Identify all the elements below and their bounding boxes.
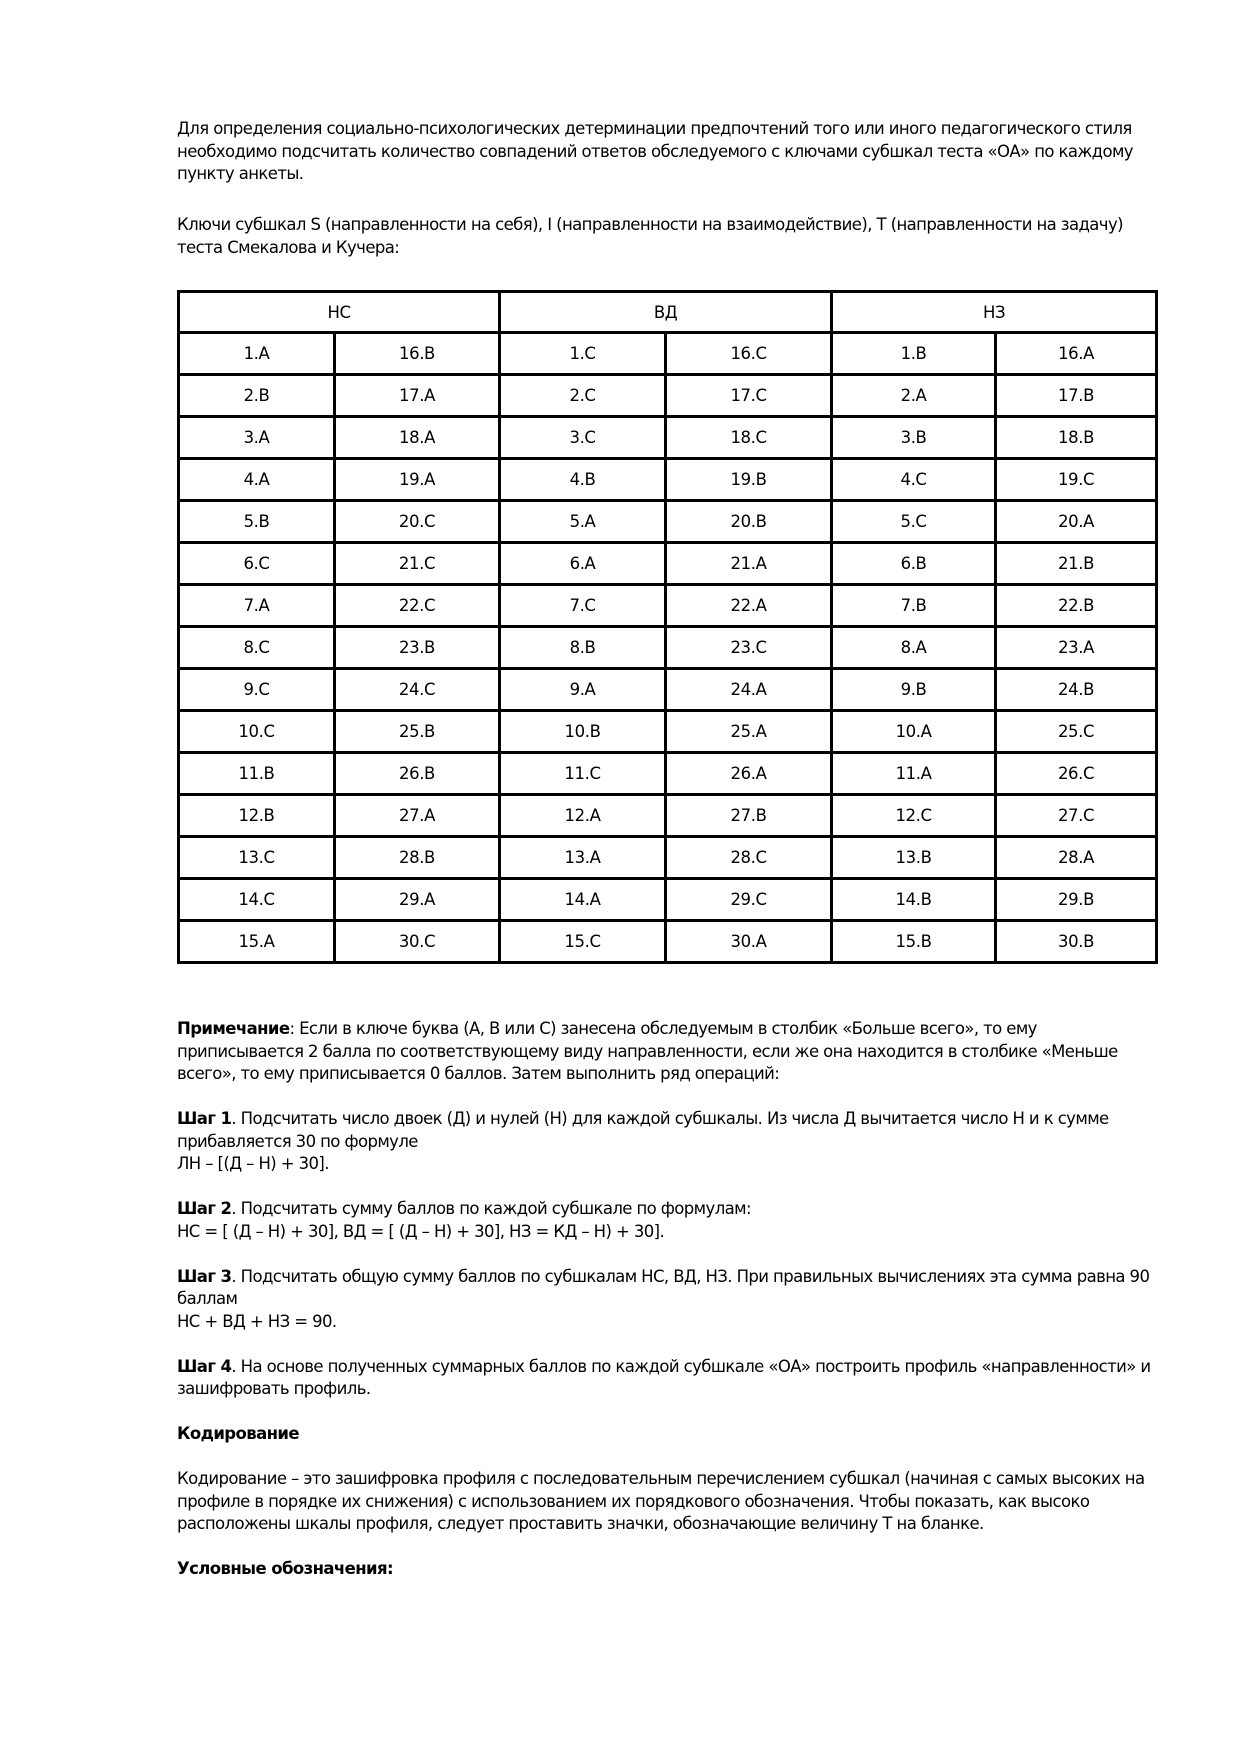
step-1-label: Шаг 1	[177, 1109, 232, 1128]
table-cell: 29.C	[666, 879, 832, 921]
legend-heading: Условные обозначения:	[177, 1559, 394, 1578]
table-row	[179, 375, 1157, 417]
table-cell: 10.C	[179, 711, 335, 753]
table-cell: 30.C	[335, 921, 500, 963]
step-1-block	[177, 1108, 1162, 1176]
table-row	[179, 459, 1157, 501]
table-cell: 22.B	[996, 585, 1157, 627]
table-cell: 9.B	[832, 669, 996, 711]
table-cell: 22.A	[666, 585, 832, 627]
step-4-label: Шаг 4	[177, 1356, 232, 1376]
intro-paragraph: Для определения социально-психологических детерминации предпочтений того или иного педагогического стиля необходимо подсчитать количество совпадений ответов обследуемого с ключами субшкал теста «ОА» по каждому пункту анкеты.	[177, 119, 1133, 183]
coding-block	[177, 1468, 1162, 1536]
step-1-text: . Подсчитать число двоек (Д) и нулей (Н) для каждой субшкалы. Из числа Д вычитается число Н и к сумме прибавляется 30 по формуле	[177, 1109, 1109, 1151]
table-cell: 1.A	[179, 333, 335, 375]
table-row	[179, 669, 1157, 711]
table-cell: 20.B	[666, 501, 832, 543]
table-cell: 21.C	[335, 543, 500, 585]
table-cell: 16.C	[666, 333, 832, 375]
table-cell: 17.C	[666, 375, 832, 417]
table-cell: 16.A	[996, 333, 1157, 375]
table-cell: 24.B	[996, 669, 1157, 711]
table-cell: 18.B	[996, 417, 1157, 459]
table-cell: 11.C	[500, 753, 666, 795]
step-4-text: . На основе полученных суммарных баллов по каждой субшкале «ОА» построить профиль «направленности» и зашифровать профиль.	[177, 1356, 1151, 1398]
table-cell: 9.C	[179, 669, 335, 711]
table-cell: 26.C	[996, 753, 1157, 795]
table-cell: 15.C	[500, 921, 666, 963]
table-cell: 4.C	[832, 459, 996, 501]
table-cell: 6.C	[179, 543, 335, 585]
table-cell: 10.A	[832, 711, 996, 753]
step-3-label: Шаг 3	[177, 1266, 232, 1286]
note-label: Примечание	[177, 1019, 290, 1038]
table-cell: 24.C	[335, 669, 500, 711]
table-cell: 19.A	[335, 459, 500, 501]
table-cell: 3.B	[832, 417, 996, 459]
table-cell: 14.A	[500, 879, 666, 921]
table-cell: 7.B	[832, 585, 996, 627]
step-3-text: . Подсчитать общую сумму баллов по субшкалам НС, ВД, НЗ. При правильных вычислениях эта сумма равна 90 баллам	[177, 1266, 1150, 1308]
table-cell: 30.A	[666, 921, 832, 963]
table-cell: 5.B	[179, 501, 335, 543]
table-cell: 9.A	[500, 669, 666, 711]
table-cell: 5.A	[500, 501, 666, 543]
table-cell: 7.C	[500, 585, 666, 627]
table-cell: 1.B	[832, 333, 996, 375]
table-cell: 21.B	[996, 543, 1157, 585]
step-4-paragraph	[177, 1356, 1162, 1401]
step-3-block	[177, 1266, 1162, 1334]
keys-intro-section	[177, 214, 1162, 259]
table-cell: 13.A	[500, 837, 666, 879]
table-cell: 13.C	[179, 837, 335, 879]
table-cell: 15.B	[832, 921, 996, 963]
table-cell: 16.B	[335, 333, 500, 375]
coding-heading-block	[177, 1423, 1162, 1446]
table-cell: 14.C	[179, 879, 335, 921]
table-body	[179, 333, 1157, 963]
table-cell: 29.B	[996, 879, 1157, 921]
table-cell: 23.A	[996, 627, 1157, 669]
table-row	[179, 333, 1157, 375]
step-2-label: Шаг 2	[177, 1199, 232, 1218]
table-cell: 2.C	[500, 375, 666, 417]
table-cell: 18.C	[666, 417, 832, 459]
instructions-section	[177, 1018, 1162, 1603]
table-cell: 27.C	[996, 795, 1157, 837]
header-ns: НС	[179, 292, 500, 333]
table-cell: 27.A	[335, 795, 500, 837]
table-row	[179, 501, 1157, 543]
table-header-row	[179, 292, 1157, 333]
table-cell: 4.B	[500, 459, 666, 501]
note-text: : Если в ключе буква (А, В или С) занесена обследуемым в столбик «Больше всего», то ему приписывается 2 балла по соответствующему виду направленности, если же она находится в столбике «Меньше всего», то ему приписывается 0 баллов. Затем выполнить ряд операций:	[177, 1019, 1118, 1083]
table-row	[179, 543, 1157, 585]
table-row	[179, 753, 1157, 795]
table-row	[179, 711, 1157, 753]
header-vd: ВД	[500, 292, 832, 333]
table-row	[179, 417, 1157, 459]
table-cell: 13.B	[832, 837, 996, 879]
table-cell: 26.B	[335, 753, 500, 795]
table-cell: 25.C	[996, 711, 1157, 753]
table-cell: 17.B	[996, 375, 1157, 417]
table-cell: 25.B	[335, 711, 500, 753]
table-cell: 11.B	[179, 753, 335, 795]
table-cell: 26.A	[666, 753, 832, 795]
table-cell: 30.B	[996, 921, 1157, 963]
table-cell: 20.C	[335, 501, 500, 543]
table-cell: 28.C	[666, 837, 832, 879]
table-cell: 10.B	[500, 711, 666, 753]
table-cell: 24.A	[666, 669, 832, 711]
table-row	[179, 795, 1157, 837]
intro-section	[177, 118, 1162, 186]
keys-intro-paragraph: Ключи субшкал S (направленности на себя), I (направленности на взаимодействие), T (направленности на задачу) теста Смекалова и Кучера:	[177, 215, 1123, 257]
table-row	[179, 879, 1157, 921]
table-cell: 2.A	[832, 375, 996, 417]
table-cell: 1.C	[500, 333, 666, 375]
step-3-paragraph	[177, 1266, 1162, 1311]
step-2-paragraph	[177, 1198, 1162, 1221]
step-3-formula: НС + ВД + НЗ = 90.	[177, 1311, 337, 1331]
note-paragraph	[177, 1018, 1162, 1086]
table-cell: 29.A	[335, 879, 500, 921]
table-cell: 6.A	[500, 543, 666, 585]
table-cell: 7.A	[179, 585, 335, 627]
table-cell: 23.C	[666, 627, 832, 669]
table-cell: 19.B	[666, 459, 832, 501]
table-cell: 28.A	[996, 837, 1157, 879]
table-cell: 3.A	[179, 417, 335, 459]
table-cell: 12.A	[500, 795, 666, 837]
table-cell: 15.A	[179, 921, 335, 963]
table-cell: 2.B	[179, 375, 335, 417]
table-cell: 18.A	[335, 417, 500, 459]
table-cell: 22.C	[335, 585, 500, 627]
table-cell: 21.A	[666, 543, 832, 585]
table-cell: 6.B	[832, 543, 996, 585]
step-2-formula: НС = [ (Д – Н) + 30], ВД = [ (Д – Н) + 30], НЗ = КД – Н) + 30].	[177, 1221, 665, 1241]
step-1-formula: ЛН – [(Д – Н) + 30].	[177, 1154, 329, 1173]
table-cell: 23.B	[335, 627, 500, 669]
table-cell: 14.B	[832, 879, 996, 921]
answer-key-table	[177, 290, 1158, 964]
table-cell: 8.B	[500, 627, 666, 669]
header-nz: НЗ	[832, 292, 1157, 333]
table-cell: 11.A	[832, 753, 996, 795]
table-cell: 28.B	[335, 837, 500, 879]
legend-heading-block	[177, 1558, 1162, 1581]
table-cell: 19.C	[996, 459, 1157, 501]
table-row	[179, 627, 1157, 669]
table-row	[179, 837, 1157, 879]
table-cell: 20.A	[996, 501, 1157, 543]
table-cell: 25.A	[666, 711, 832, 753]
note-block	[177, 1018, 1162, 1086]
table-cell: 4.A	[179, 459, 335, 501]
table-cell: 12.C	[832, 795, 996, 837]
step-2-text: . Подсчитать сумму баллов по каждой субшкале по формулам:	[231, 1199, 751, 1218]
coding-paragraph: Кодирование – это зашифровка профиля с последовательным перечислением субшкал (начиная с самых высоких на профиле в порядке их снижения) с использованием их порядкового обозначения. Чтобы показать, как высоко расположены шкалы профиля, следует проставить значки, обозначающие величину Т на бланке.	[177, 1469, 1145, 1533]
table-cell: 12.B	[179, 795, 335, 837]
step-1-paragraph	[177, 1108, 1162, 1153]
step-4-block	[177, 1356, 1162, 1401]
table-cell: 3.C	[500, 417, 666, 459]
step-2-block	[177, 1198, 1162, 1243]
table-cell: 17.A	[335, 375, 500, 417]
coding-heading: Кодирование	[177, 1424, 299, 1443]
table-cell: 27.B	[666, 795, 832, 837]
table-row	[179, 921, 1157, 963]
table-row	[179, 585, 1157, 627]
table-cell: 8.C	[179, 627, 335, 669]
table-cell: 8.A	[832, 627, 996, 669]
table-cell: 5.C	[832, 501, 996, 543]
